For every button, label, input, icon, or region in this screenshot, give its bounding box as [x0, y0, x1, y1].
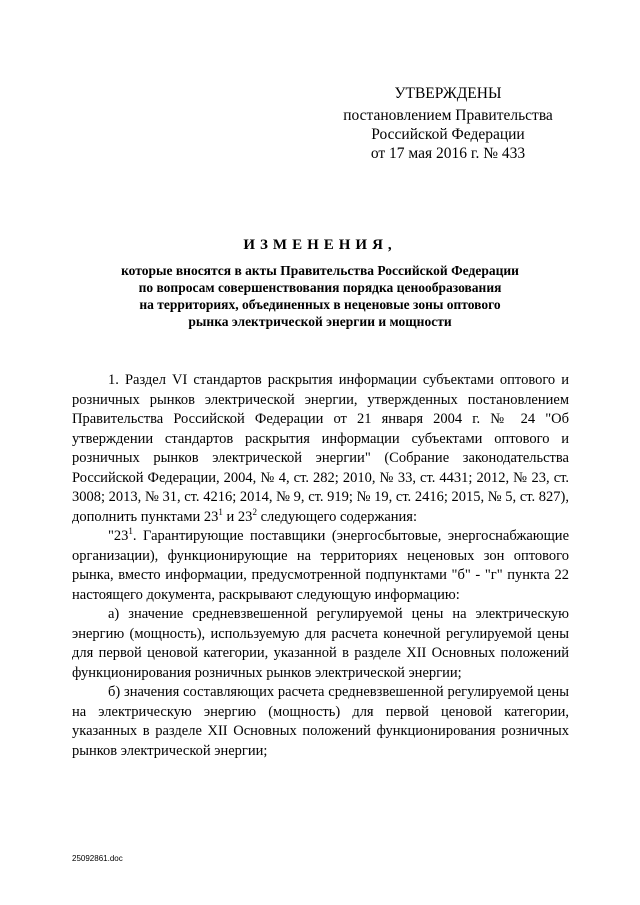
subtitle-line-2: по вопросам совершенствования порядка ценообразования: [138, 280, 502, 295]
item-1-sup-2: 2: [252, 506, 257, 517]
item-1-text: 1. Раздел VI стандартов раскрытия информации субъектами оптового и розничных рынков электрической энергии, утвержденных постановлением Правительства Российской Федерации от 21 января 2004 г. № 24 "Об утверждении стандартов раскрытия информации субъектами оптового и розничных рынков электрической энергии" (Собрание законодательства Российской Федерации, 2004, № 4, ст. 282; 2010, № 33, ст. 4431; 2012, № 23, ст. 3008; 2013, № 31, ст. 4216; 2014, № 9, ст. 919; № 19, ст. 2416; 2015, № 5, ст. 827), дополнить пунктами 23: [72, 372, 569, 525]
paragraph-item-23-1: [72, 527, 569, 605]
file-name-footer: 25092861.doc: [72, 854, 123, 863]
item-23-sup: 1: [128, 526, 133, 536]
approval-block: [338, 84, 558, 163]
subparagraph-b: б) значения составляющих расчета средневзвешенной регулируемой цены на электрическую энергию (мощность) для первой ценовой категории, указанных в разделе XII Основных положений функционирования розничных рынков электрической энергии;: [72, 684, 569, 759]
item-23-text: . Гарантирующие поставщики (энергосбытовые, энергоснабжающие организации), функционирующие на территориях неценовых зон оптового рынка, вместо информации, предусмотренной подпунктами "б" - "г" пункта 22 настоящего документа, раскрывают следующую информацию:: [72, 528, 569, 603]
item-1-sup-1: 1: [218, 506, 223, 517]
document-subtitle: [70, 262, 570, 330]
item-1-and: и 23: [222, 508, 253, 525]
item-1-tail: следующего содержания:: [260, 508, 418, 525]
document-title: ИЗМЕНЕНИЯ,: [243, 237, 397, 253]
subtitle-line-1: которые вносятся в акты Правительства Российской Федерации: [121, 263, 519, 278]
approval-line-3: от 17 мая 2016 г. № 433: [370, 145, 526, 162]
subtitle-line-3: на территориях, объединенных в неценовые зоны оптового: [139, 297, 501, 312]
approval-heading: УТВЕРЖДЕНЫ: [394, 85, 502, 102]
item-23-prefix: "23: [108, 528, 129, 544]
subparagraph-a: а) значение средневзвешенной регулируемой цены на электрическую энергию (мощность), используемую для расчета конечной регулируемой цены для первой ценовой категории, указанной в разделе XII Основных положений функционирования розничных рынков электрической энергии;: [72, 606, 569, 681]
paragraph-item-1: [72, 371, 569, 527]
document-body: [72, 371, 569, 761]
approval-line-2: Российской Федерации: [371, 126, 525, 143]
subtitle-line-4: рынка электрической энергии и мощности: [188, 314, 452, 329]
approval-line-1: постановлением Правительства: [343, 107, 553, 124]
